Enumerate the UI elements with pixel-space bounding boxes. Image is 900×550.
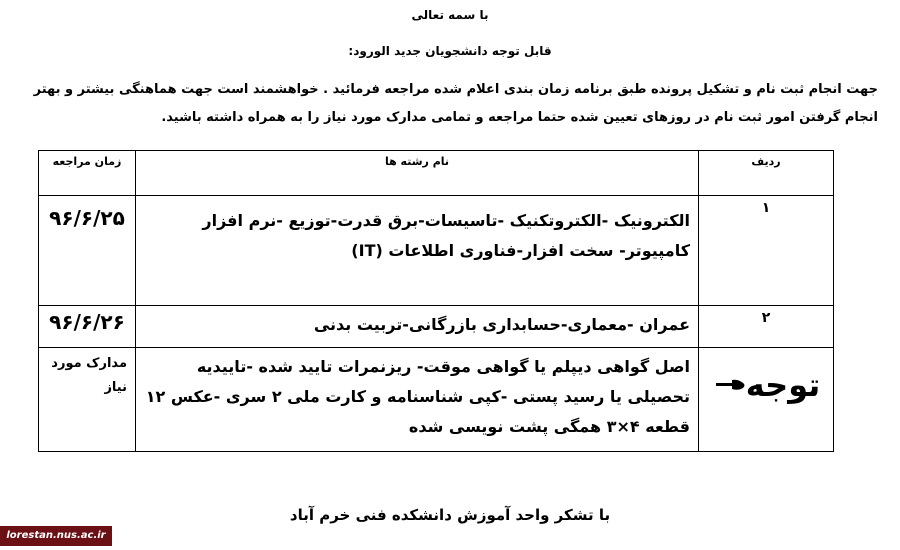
docs-label: مدارک مورد نیاز [51, 356, 127, 395]
heading: با سمه تعالی [411, 8, 489, 22]
table-row [39, 196, 834, 306]
fields-text: عمران -معماری-حسابداری بازرگانی-تربیت بدنی [313, 315, 690, 334]
row-number: ۲ [761, 310, 771, 326]
header-fields: نام رشته ها [136, 151, 699, 196]
table-row [39, 306, 834, 348]
header-time: زمان مراجعه [39, 151, 136, 196]
docs-text: اصل گواهی دیپلم یا گواهی موقت- ریزنمرات تایید شده -تاییدیه تحصیلی یا رسید پستی -کپی شناسنامه و کارت ملی ۲ سری -عکس ۱۲ قطعه ۴×۳ همگی پشت نویسی شده [145, 357, 690, 436]
date-text: ۹۶/۶/۲۵ [49, 206, 125, 230]
source-watermark: lorestan.nus.ac.ir [0, 526, 112, 546]
fields-text: الکترونیک -الکتروتکنیک -تاسیسات-برق قدرت-توزیع -نرم افزار کامپیوتر- سخت افزار-فناوری اطلاعات (IT) [202, 211, 690, 260]
row-number: ۱ [761, 200, 771, 216]
pointing-hand-icon [716, 377, 746, 393]
date-cell [39, 306, 136, 348]
schedule-table [38, 150, 834, 452]
date-text: ۹۶/۶/۲۶ [49, 310, 125, 334]
attention-title: قابل توجه دانشجویان جدید الورود: [348, 44, 552, 58]
docs-cell [136, 348, 699, 452]
header-row-number: ردیف [699, 151, 834, 196]
note-label: توجه [745, 366, 821, 404]
row-number-cell [699, 196, 834, 306]
footer-thanks: با تشکر واحد آموزش دانشکده فنی خرم آباد [289, 506, 611, 524]
table-row [39, 348, 834, 452]
row-number-cell [699, 306, 834, 348]
table-header-row [39, 151, 834, 196]
fields-cell [136, 306, 699, 348]
note-cell [699, 348, 834, 452]
fields-cell [136, 196, 699, 306]
docs-label-cell [39, 348, 136, 452]
date-cell [39, 196, 136, 306]
intro-paragraph: جهت انجام ثبت نام و تشکیل پرونده طبق برنامه زمان بندی اعلام شده مراجعه فرمائید . خواهشمند است جهت هماهنگی بیشتر و بهتر انجام گرفتن امور ثبت نام در روزهای تعیین شده حتما مراجعه و تمامی مدارک مورد نیاز را به همراه داشته باشید. [33, 82, 878, 125]
